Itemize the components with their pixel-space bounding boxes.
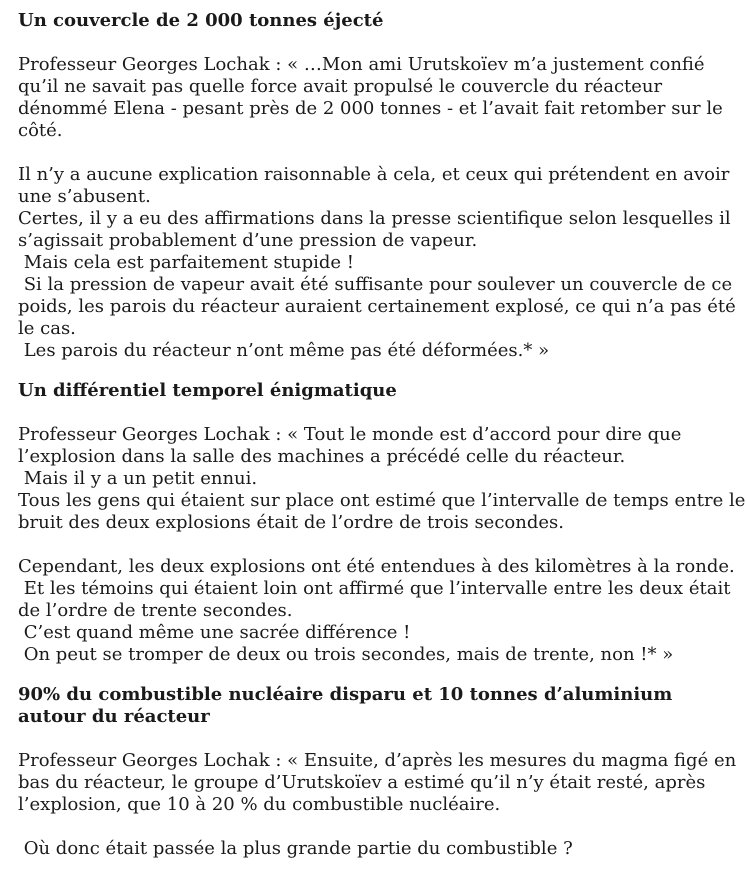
section-heading-differentiel: Un différentiel temporel énigmatique — [18, 380, 397, 401]
paragraph-combustible-1 — [18, 750, 737, 816]
paragraph-differentiel-2 — [18, 556, 735, 666]
text-line: Si la pression de vapeur avait été suffisante pour soulever un couvercle de ce — [18, 274, 733, 295]
text-line: bruit des deux explosions était de l’ordre de trois secondes. — [18, 512, 564, 533]
section-heading-couvercle: Un couvercle de 2 000 tonnes éjecté — [18, 10, 384, 31]
text-line: Et les témoins qui étaient loin ont affirmé que l’intervalle entre les deux était — [18, 578, 731, 599]
text-line: l’explosion, que 10 à 20 % du combustible nucléaire. — [18, 794, 501, 815]
text-line: Mais il y a un petit ennui. — [18, 468, 258, 489]
text-line: Certes, il y a eu des affirmations dans la presse scientifique selon lesquelles il — [18, 208, 731, 229]
text-line: le cas. — [18, 318, 76, 339]
text-line: dénommé Elena - pesant près de 2 000 tonnes - et l’avait fait retomber sur le — [18, 98, 723, 119]
text-line: Professeur Georges Lochak : « …Mon ami Urutskoïev m’a justement confié — [18, 54, 705, 75]
text-line: bas du réacteur, le groupe d’Urutskoïev a estimé qu’il n’y était resté, après — [18, 772, 706, 793]
text-line: poids, les parois du réacteur auraient certainement explosé, ce qui n’a pas été — [18, 296, 736, 317]
text-line: On peut se tromper de deux ou trois secondes, mais de trente, non !* » — [18, 644, 674, 665]
text-line: côté. — [18, 120, 63, 141]
heading-line: autour du réacteur — [18, 706, 210, 727]
section-heading-combustible — [18, 684, 732, 728]
text-line: Mais cela est parfaitement stupide ! — [18, 252, 355, 273]
text-line: Les parois du réacteur n’ont même pas été déformées.* » — [18, 340, 550, 361]
text-line: Cependant, les deux explosions ont été entendues à des kilomètres à la ronde. — [18, 556, 735, 577]
text-line: de l’ordre de trente secondes. — [18, 600, 293, 621]
paragraph-differentiel-1 — [18, 424, 746, 534]
text-line: Professeur Georges Lochak : « Tout le monde est d’accord pour dire que — [18, 424, 682, 445]
text-line: C’est quand même une sacrée différence ! — [18, 622, 411, 643]
text-line: Professeur Georges Lochak : « Ensuite, d’après les mesures du magma figé en — [18, 750, 737, 771]
text-line: Tous les gens qui étaient sur place ont estimé que l’intervalle de temps entre le — [18, 490, 746, 511]
text-line: l’explosion dans la salle des machines a précédé celle du réacteur. — [18, 446, 626, 467]
text-line: qu’il ne savait pas quelle force avait propulsé le couvercle du réacteur — [18, 76, 663, 97]
text-line: une s’abusent. — [18, 186, 151, 207]
text-line: Il n’y a aucune explication raisonnable à cela, et ceux qui prétendent en avoir — [18, 164, 730, 185]
paragraph-couvercle-2 — [18, 164, 736, 362]
paragraph-couvercle-1 — [18, 54, 732, 142]
heading-line: 90% du combustible nucléaire disparu et 10 tonnes d’aluminium — [18, 684, 673, 705]
paragraph-combustible-2 — [18, 838, 732, 860]
text-line: s’agissait probablement d’une pression de vapeur. — [18, 230, 478, 251]
text-line: Où donc était passée la plus grande partie du combustible ? — [18, 838, 573, 859]
